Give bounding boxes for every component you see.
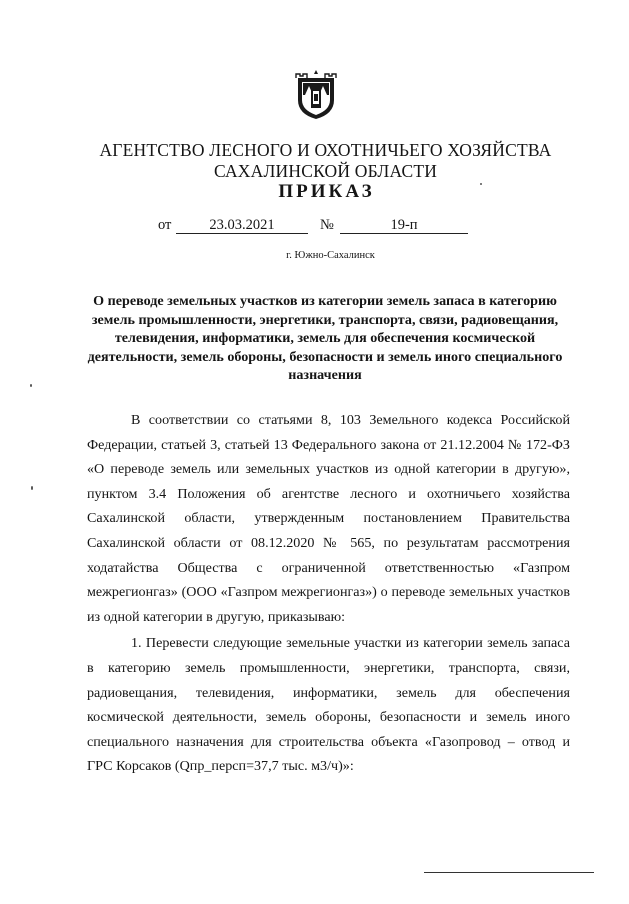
date-label: от — [158, 217, 172, 233]
body-paragraph-preamble: В соответствии со статьями 8, 103 Земельного кодекса Российской Федерации, статьей 3, статьей 13 Федерального закона от 21.12.2004 № 172-ФЗ «О переводе земель или земельных участков из одной категории в другую», пунктом 3.4 Положения об агентстве лесного и охотничьего хозяйства Сахалинской области, утвержденным постановлением Правительства Сахалинской области от 08.12.2020 № 565, по результатам рассмотрения ходатайства Общества с ограниченной ответственностью «Газпром межрегионгаз» (ООО «Газпром межрегионгаз») о переводе земельных участков из одной категории в другую, приказываю: — [87, 412, 570, 625]
body-paragraph-item-1: 1. Перевести следующие земельные участки из категории земель запаса в категорию земель промышленности, энергетики, транспорта, связи, радиовещания, телевидения, информатики, земель для обеспечения космической деятельности, земель обороны, безопасности и земель иного специального назначения для строительства объекта «Газопровод – отвод и ГРС Корсаков (Qпр_персп=37,7 тыс. м3/ч)»: — [87, 635, 570, 775]
signature-line — [424, 872, 594, 873]
scan-artifact — [480, 183, 482, 185]
order-subject: О переводе земельных участков из категории земель запаса в категорию земель промышленности, энергетики, транспорта, связи, радиовещания, телевидения, информатики, земель для обеспечения космической деятельности, земель обороны, безопасности и земель иного специального назначения — [87, 293, 563, 384]
document-type-title: ПРИКАЗ — [278, 181, 375, 202]
coat-of-arms-icon — [294, 70, 338, 120]
organization-name-line2: САХАЛИНСКОЙ ОБЛАСТИ — [213, 161, 438, 181]
organization-name-line1: АГЕНТСТВО ЛЕСНОГО И ОХОТНИЧЬЕГО ХОЗЯЙСТВА — [99, 140, 552, 160]
city-name: г. Южно-Сахалинск — [286, 250, 375, 261]
number-label: № — [320, 217, 334, 233]
order-number: 19-п — [340, 217, 468, 234]
order-date: 23.03.2021 — [176, 217, 308, 234]
order-body — [87, 408, 570, 779]
scan-artifact — [31, 486, 33, 490]
scan-artifact — [30, 384, 32, 387]
